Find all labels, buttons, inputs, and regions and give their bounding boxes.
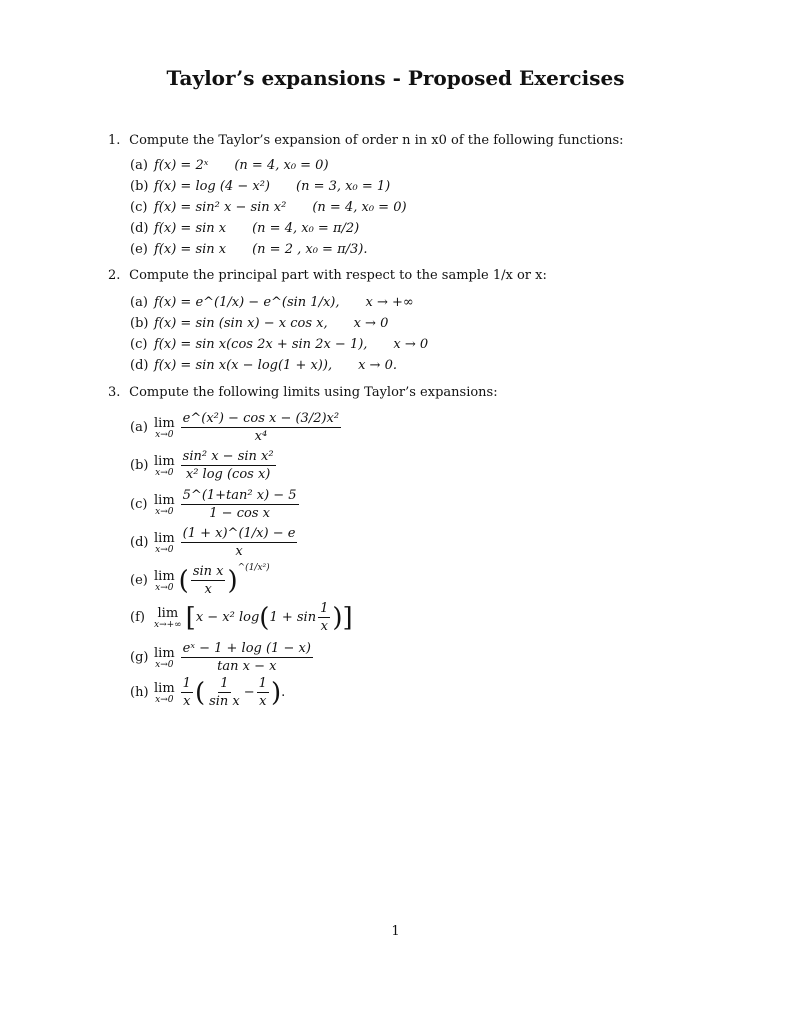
limit-item-g: (g) lim x→0 $\frac{\text{eˣ − 1 + log (1 − x)}}{\text{tan x − x}}$ bbox=[130, 641, 311, 674]
exercise-2-item: (b) f(x) = sin (sin x) − x cos x, x → 0 bbox=[130, 316, 389, 331]
exercise-3-heading bbox=[108, 385, 498, 400]
exercise-text: Compute the principal part with respect to the sample 1/x or x: bbox=[129, 268, 547, 283]
exercise-number: 2. bbox=[108, 268, 121, 283]
limit-item-f: (f) lim x→+∞ [ x − x² log ( 1 + sin $\frac{1}{x}$ ) ] bbox=[130, 601, 353, 634]
limit-item-a: (a) lim x→0 $\frac{\text{e\textasciicircum{}(x²) − cos x − (3/2)x²}}{\text{x⁴}}$ bbox=[130, 411, 340, 444]
exercise-2-item: (a) f(x) = e^(1/x) − e^(sin 1/x), x → +∞ bbox=[130, 295, 414, 310]
page-number: 1 bbox=[391, 924, 400, 939]
exercise-2-item: (d) f(x) = sin x(x − log(1 + x)), x → 0. bbox=[130, 358, 397, 373]
exercise-number: 1. bbox=[108, 133, 121, 148]
exercise-1-item: (a) f(x) = 2ˣ (n = 4, x₀ = 0) bbox=[130, 158, 329, 173]
limit-item-c: (c) lim x→0 $\frac{\text{5\textasciicircum{}(1+tan² x) − 5}}{\text{1 − cos x}}$ bbox=[130, 488, 297, 521]
exercise-1-item: (b) f(x) = log (4 − x²) (n = 3, x₀ = 1) bbox=[130, 179, 391, 194]
limit-item-b: (b) lim x→0 $\frac{\text{sin² x − sin x²}}{\text{x² log (cos x)}}$ bbox=[130, 449, 274, 482]
exercise-1-heading bbox=[108, 133, 624, 148]
page-title: Taylor’s expansions - Proposed Exercises bbox=[166, 66, 625, 90]
exercise-number: 3. bbox=[108, 385, 121, 400]
exercise-text: Compute the following limits using Taylor’s expansions: bbox=[129, 385, 498, 400]
limit-item-e: (e) lim x→0 ( $\frac{\text{sin x}}{x}$ ) ^(1/x²) bbox=[130, 563, 270, 597]
exercise-1-item: (e) f(x) = sin x (n = 2 , x₀ = π/3). bbox=[130, 242, 368, 257]
exercise-2-item: (c) f(x) = sin x(cos 2x + sin 2x − 1), x → 0 bbox=[130, 337, 429, 352]
limit-item-h: (h) lim x→0 $\frac{1}{x}$ ( $\frac{1}{\text{sin x}}$ − $\frac{1}{x}$ ) . bbox=[130, 676, 286, 709]
exercise-1-item: (d) f(x) = sin x (n = 4, x₀ = π/2) bbox=[130, 221, 360, 236]
limit-item-d: (d) lim x→0 $\frac{(1 + x)\^{}(1/x) - e}{x}$ bbox=[130, 526, 296, 559]
exercise-1-item: (c) f(x) = sin² x − sin x² (n = 4, x₀ = 0) bbox=[130, 200, 407, 215]
exercise-2-heading bbox=[108, 268, 547, 283]
exercise-text: Compute the Taylor’s expansion of order n in x0 of the following functions: bbox=[129, 133, 624, 148]
